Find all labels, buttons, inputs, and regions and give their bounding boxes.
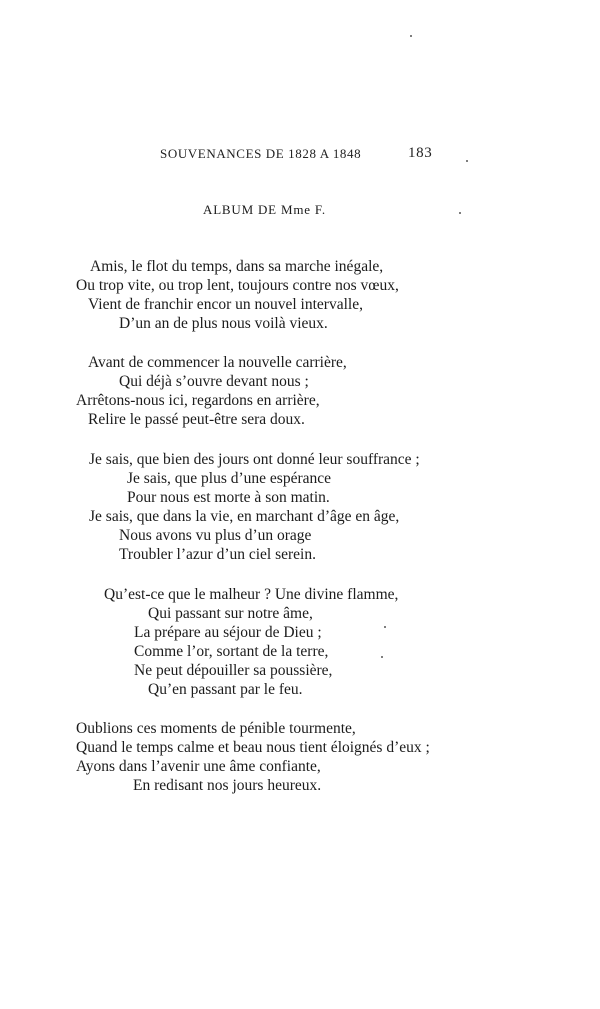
paper-speck: [384, 626, 386, 628]
poem-line: Je sais, que plus d’une espérance: [127, 470, 332, 487]
paper-speck: [466, 160, 468, 162]
poem-line: Oublions ces moments de pénible tourmente,: [76, 720, 356, 737]
poem-line: Vient de franchir encor un nouvel intervalle,: [88, 296, 363, 313]
paper-speck: [381, 656, 383, 658]
poem-line: Qui passant sur notre âme,: [148, 605, 313, 622]
poem-line: Je sais, que dans la vie, en marchant d’âge en âge,: [89, 508, 400, 525]
running-title: SOUVENANCES DE 1828 A 1848: [160, 146, 362, 161]
poem-line: D’un an de plus nous voilà vieux.: [119, 315, 328, 332]
poem-line: Amis, le flot du temps, dans sa marche inégale,: [90, 258, 384, 275]
poem-line: Je sais, que bien des jours ont donné leur souffrance ;: [89, 451, 420, 468]
poem-title: ALBUM DE Mme F.: [203, 202, 326, 217]
paper-speck: [410, 35, 412, 37]
poem-line: Avant de commencer la nouvelle carrière,: [88, 354, 347, 371]
paper-speck: [459, 212, 461, 214]
page-number: 183: [408, 145, 433, 161]
poem-line: En redisant nos jours heureux.: [133, 777, 322, 794]
poem-line: Nous avons vu plus d’un orage: [119, 527, 312, 544]
poem-line: Arrêtons-nous ici, regardons en arrière,: [76, 392, 320, 409]
poem-line: Comme l’or, sortant de la terre,: [134, 643, 329, 660]
poem-line: Qu’en passant par le feu.: [148, 681, 303, 698]
poem-line: Ou trop vite, ou trop lent, toujours contre nos vœux,: [76, 277, 399, 294]
poem-line: Qui déjà s’ouvre devant nous ;: [119, 373, 309, 390]
poem-line: Quand le temps calme et beau nous tient éloignés d’eux ;: [76, 739, 430, 756]
poem-line: Pour nous est morte à son matin.: [127, 489, 330, 506]
poem-line: Qu’est-ce que le malheur ? Une divine flamme,: [104, 586, 399, 603]
poem-line: Relire le passé peut-être sera doux.: [88, 411, 305, 428]
poem-line: Ayons dans l’avenir une âme confiante,: [76, 758, 321, 775]
poem-line: Ne peut dépouiller sa poussière,: [134, 662, 333, 679]
poem-line: La prépare au séjour de Dieu ;: [134, 624, 322, 641]
poem-line: Troubler l’azur d’un ciel serein.: [119, 546, 316, 563]
